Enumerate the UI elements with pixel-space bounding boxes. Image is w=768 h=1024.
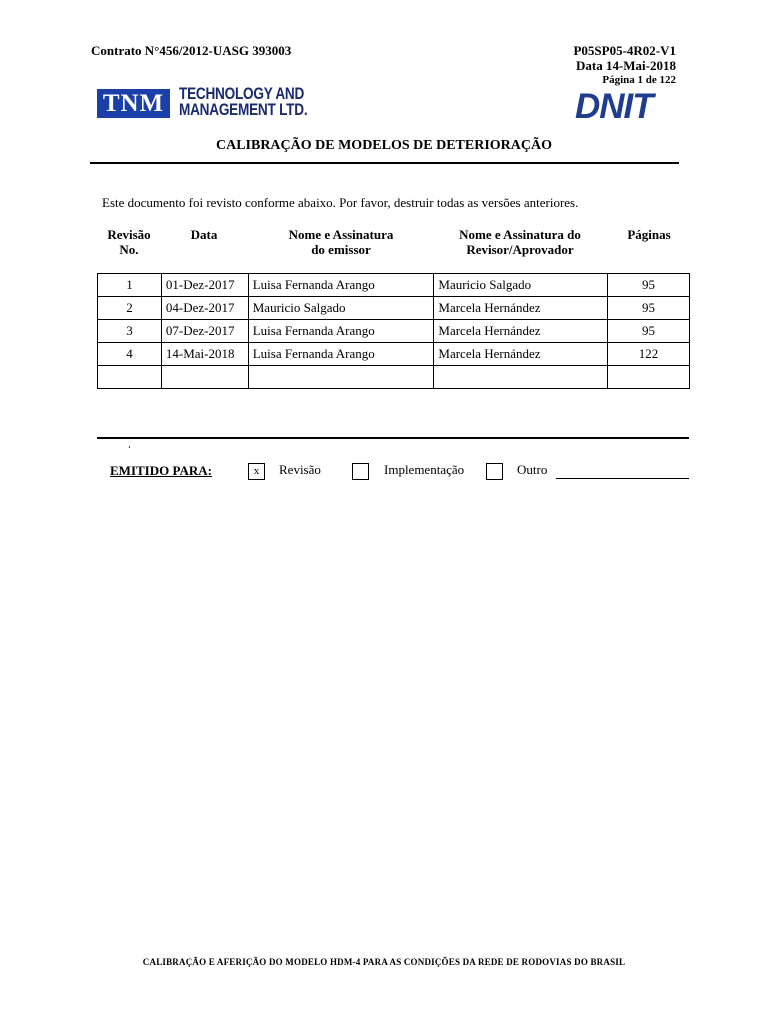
revisao-checkbox[interactable]: x: [248, 463, 265, 480]
header-emitter-line2: do emissor: [311, 242, 371, 257]
outro-checkbox[interactable]: [486, 463, 503, 480]
table-row: [98, 320, 690, 343]
cell-revision: 1: [98, 274, 162, 297]
revision-table: [97, 273, 690, 389]
page-number: Página 1 de 122: [602, 74, 676, 86]
cell-pages: 95: [608, 274, 690, 297]
header-emitter-line1: Nome e Assinatura: [288, 227, 394, 242]
cell-emitter: Luisa Fernanda Arango: [248, 343, 434, 366]
cell-pages: [608, 366, 690, 389]
outro-label: Outro: [517, 462, 548, 477]
cell-reviewer: [434, 366, 608, 389]
document-code: P05SP05-4R02-V1: [573, 43, 676, 58]
table-row: [98, 366, 690, 389]
intro-text: Este documento foi revisto conforme abaixo. Por favor, destruir todas as versões anteriores.: [102, 195, 579, 210]
header-pages: Páginas: [627, 227, 671, 242]
header-revision-line2: No.: [119, 242, 139, 257]
header-reviewer-line2: Revisor/Aprovador: [466, 242, 574, 257]
cell-revision: 2: [98, 297, 162, 320]
table-row: [98, 343, 690, 366]
page-footer: CALIBRAÇÃO E AFERIÇÃO DO MODELO HDM-4 PARA AS CONDIÇÕES DA REDE DE RODOVIAS DO BRASIL: [142, 957, 626, 967]
cell-date: 07-Dez-2017: [161, 320, 248, 343]
header-reviewer: [435, 227, 605, 257]
title-divider: [90, 162, 679, 164]
cell-pages: 122: [608, 343, 690, 366]
header-revision: [97, 227, 161, 257]
document-date: Data 14-Mai-2018: [575, 58, 676, 73]
cell-date: 04-Dez-2017: [161, 297, 248, 320]
cell-date: [161, 366, 248, 389]
issued-for-label: EMITIDO PARA:: [110, 463, 212, 478]
tnm-logo-line2: MANAGEMENT LTD.: [179, 100, 308, 119]
cell-emitter: Luisa Fernanda Arango: [248, 320, 434, 343]
cell-emitter: Luisa Fernanda Arango: [248, 274, 434, 297]
section-divider: [97, 437, 689, 439]
document-info: [573, 43, 676, 88]
revisao-label: Revisão: [279, 462, 321, 477]
cell-emitter: [248, 366, 434, 389]
document-title: CALIBRAÇÃO DE MODELOS DE DETERIORAÇÃO: [215, 138, 553, 153]
implementacao-label: Implementação: [384, 462, 465, 477]
tnm-logo-text: [179, 86, 307, 118]
cell-pages: 95: [608, 320, 690, 343]
cell-reviewer: Marcela Hernández: [434, 297, 608, 320]
cell-emitter: Mauricio Salgado: [248, 297, 434, 320]
header-revision-line1: Revisão: [107, 227, 151, 242]
header-date: Data: [190, 227, 218, 242]
table-row: [98, 297, 690, 320]
contract-number: Contrato N°456/2012-UASG 393003: [91, 43, 292, 58]
stray-mark: ‘: [128, 444, 131, 454]
cell-reviewer: Marcela Hernández: [434, 343, 608, 366]
outro-fill-line[interactable]: [556, 478, 689, 479]
cell-reviewer: Marcela Hernández: [434, 320, 608, 343]
table-row: [98, 274, 690, 297]
implementacao-checkbox[interactable]: [352, 463, 369, 480]
cell-revision: 4: [98, 343, 162, 366]
cell-date: 14-Mai-2018: [161, 343, 248, 366]
cell-date: 01-Dez-2017: [161, 274, 248, 297]
header-reviewer-line1: Nome e Assinatura do: [459, 227, 581, 242]
tnm-logo-mark: TNM: [97, 89, 170, 118]
cell-revision: [98, 366, 162, 389]
cell-pages: 95: [608, 297, 690, 320]
dnit-logo: DNIT: [575, 87, 653, 126]
tnm-logo-line1: TECHNOLOGY AND: [179, 84, 305, 103]
cell-revision: 3: [98, 320, 162, 343]
header-emitter: [250, 227, 432, 257]
cell-reviewer: Mauricio Salgado: [434, 274, 608, 297]
